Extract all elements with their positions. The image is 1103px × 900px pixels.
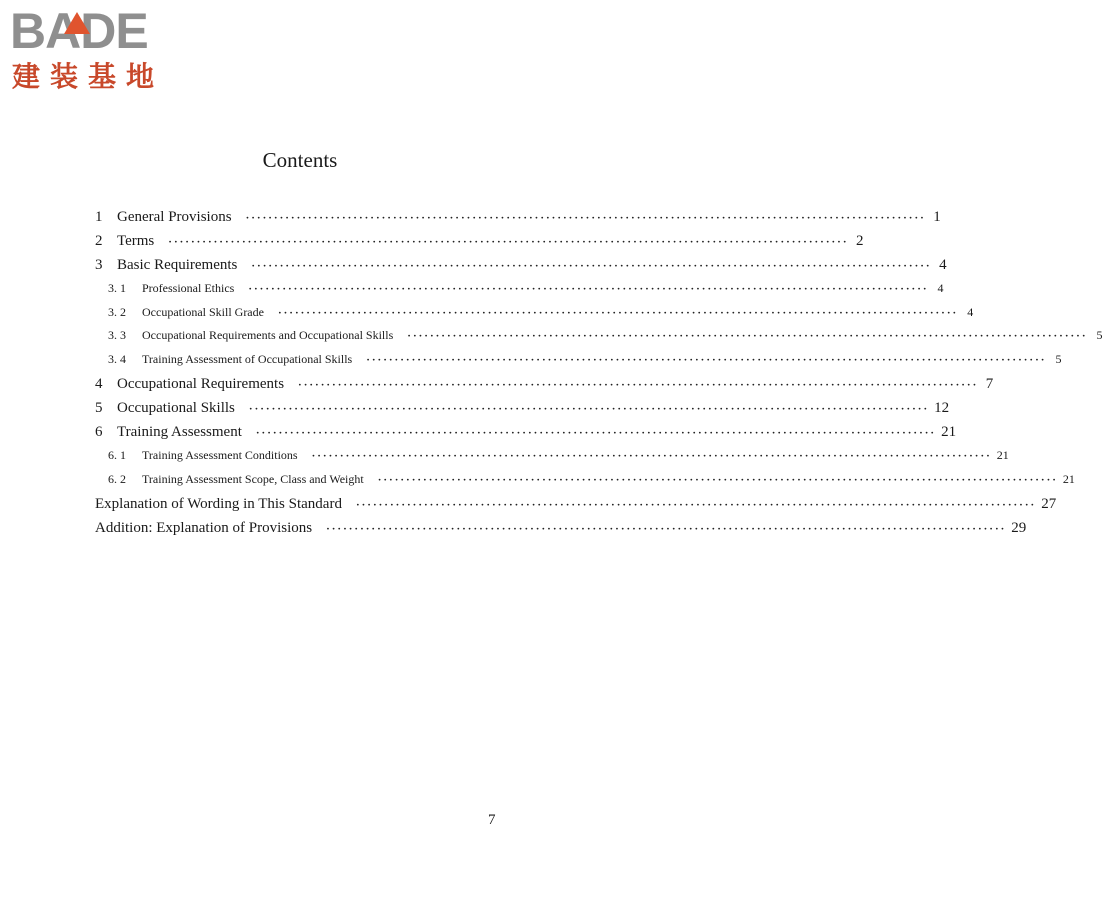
toc-entry[interactable] <box>95 209 941 233</box>
toc-entry-page: 4 <box>939 256 947 273</box>
toc-entry-page: 1 <box>933 209 941 225</box>
table-of-contents <box>95 209 1103 543</box>
toc-dot-leader: ························································································································ <box>377 473 1058 486</box>
toc-entry-title: Addition: Explanation of Provisions <box>95 519 313 536</box>
toc-entry-number: 3. 3 <box>108 328 126 343</box>
toc-entry-title: Training Assessment Scope, Class and Weight <box>142 471 364 486</box>
toc-entry-number: 6. 1 <box>108 447 126 462</box>
toc-entry-page: 21 <box>1062 471 1075 486</box>
page-number: 7 <box>488 812 496 828</box>
toc-entry-number: 3. 2 <box>108 304 126 319</box>
toc-entry[interactable] <box>95 400 950 424</box>
toc-dot-leader: ························································································································ <box>277 306 959 319</box>
toc-entry-title: Training Assessment <box>117 424 242 441</box>
toc-entry[interactable] <box>95 352 1062 376</box>
toc-entry-number: 5 <box>95 400 103 417</box>
toc-entry-title: Professional Ethics <box>142 280 235 295</box>
toc-entry[interactable] <box>95 232 864 257</box>
toc-entry-page: 5 <box>1055 352 1062 367</box>
toc-dot-leader: ························································································································ <box>245 212 926 224</box>
toc-entry-page: 21 <box>996 447 1009 462</box>
toc-entry-page: 2 <box>856 232 864 249</box>
logo-wordmark: BADE <box>10 3 148 59</box>
toc-entry-number: 3 <box>95 256 103 273</box>
toc-dot-leader: ························································································································ <box>251 259 932 272</box>
toc-dot-leader: ························································································································ <box>326 522 1007 535</box>
toc-dot-leader: ························································································································ <box>407 330 1088 343</box>
toc-dot-leader: ························································································································ <box>248 403 930 416</box>
toc-entry[interactable] <box>95 424 957 448</box>
toc-dot-leader: ························································································································ <box>298 379 979 392</box>
toc-dot-leader: ························································································································ <box>311 449 992 462</box>
toc-entry[interactable] <box>95 471 1075 496</box>
toc-entry-title: Training Assessment Conditions <box>142 447 298 462</box>
toc-entry-title: Occupational Skill Grade <box>142 304 264 319</box>
page-title: Contents <box>262 148 338 172</box>
toc-dot-leader: ························································································································ <box>355 498 1037 511</box>
logo-chinese-subtitle: 建装基地 <box>12 60 165 93</box>
toc-entry-page: 29 <box>1011 519 1027 536</box>
toc-entry[interactable] <box>95 447 1009 472</box>
toc-entry-number: 3. 1 <box>108 280 126 295</box>
toc-entry-title: Terms <box>117 232 155 249</box>
toc-entry-page: 7 <box>985 376 994 393</box>
toc-entry-number: 6 <box>95 424 103 441</box>
toc-entry[interactable] <box>95 495 1057 520</box>
toc-entry-number: 3. 4 <box>108 352 126 367</box>
toc-entry-title: General Provisions <box>117 209 232 225</box>
toc-entry-title: Explanation of Wording in This Standard <box>95 495 342 512</box>
toc-entry-title: Basic Requirements <box>117 256 238 273</box>
toc-entry-number: 4 <box>95 376 103 393</box>
toc-entry-title: Training Assessment of Occupational Skills <box>142 352 353 367</box>
toc-entry[interactable] <box>95 376 994 400</box>
toc-entry-page: 27 <box>1041 495 1057 512</box>
toc-entry[interactable] <box>95 256 947 281</box>
toc-entry-page: 21 <box>941 424 957 441</box>
toc-entry-number: 1 <box>95 209 103 225</box>
toc-entry[interactable] <box>95 519 1027 544</box>
toc-entry[interactable] <box>95 328 1103 352</box>
toc-entry-number: 6. 2 <box>108 471 126 486</box>
toc-dot-leader: ························································································································ <box>248 282 929 295</box>
toc-entry-title: Occupational Requirements and Occupational Skills <box>142 328 394 343</box>
toc-dot-leader: ························································································································ <box>168 235 849 248</box>
toc-entry[interactable] <box>95 304 974 329</box>
toc-entry-page: 4 <box>967 304 974 319</box>
toc-dot-leader: ························································································································ <box>366 354 1047 367</box>
toc-entry-title: Occupational Skills <box>117 400 235 417</box>
toc-entry-number: 2 <box>95 232 103 249</box>
bade-logo <box>10 4 180 96</box>
toc-entry-page: 12 <box>934 400 950 417</box>
toc-dot-leader: ························································································································ <box>255 427 937 440</box>
toc-entry-page: 4 <box>937 280 944 295</box>
logo-accent-triangle-icon <box>64 12 90 34</box>
toc-entry-title: Occupational Requirements <box>117 376 285 393</box>
toc-entry-page: 5 <box>1096 328 1103 343</box>
toc-entry[interactable] <box>95 280 944 305</box>
